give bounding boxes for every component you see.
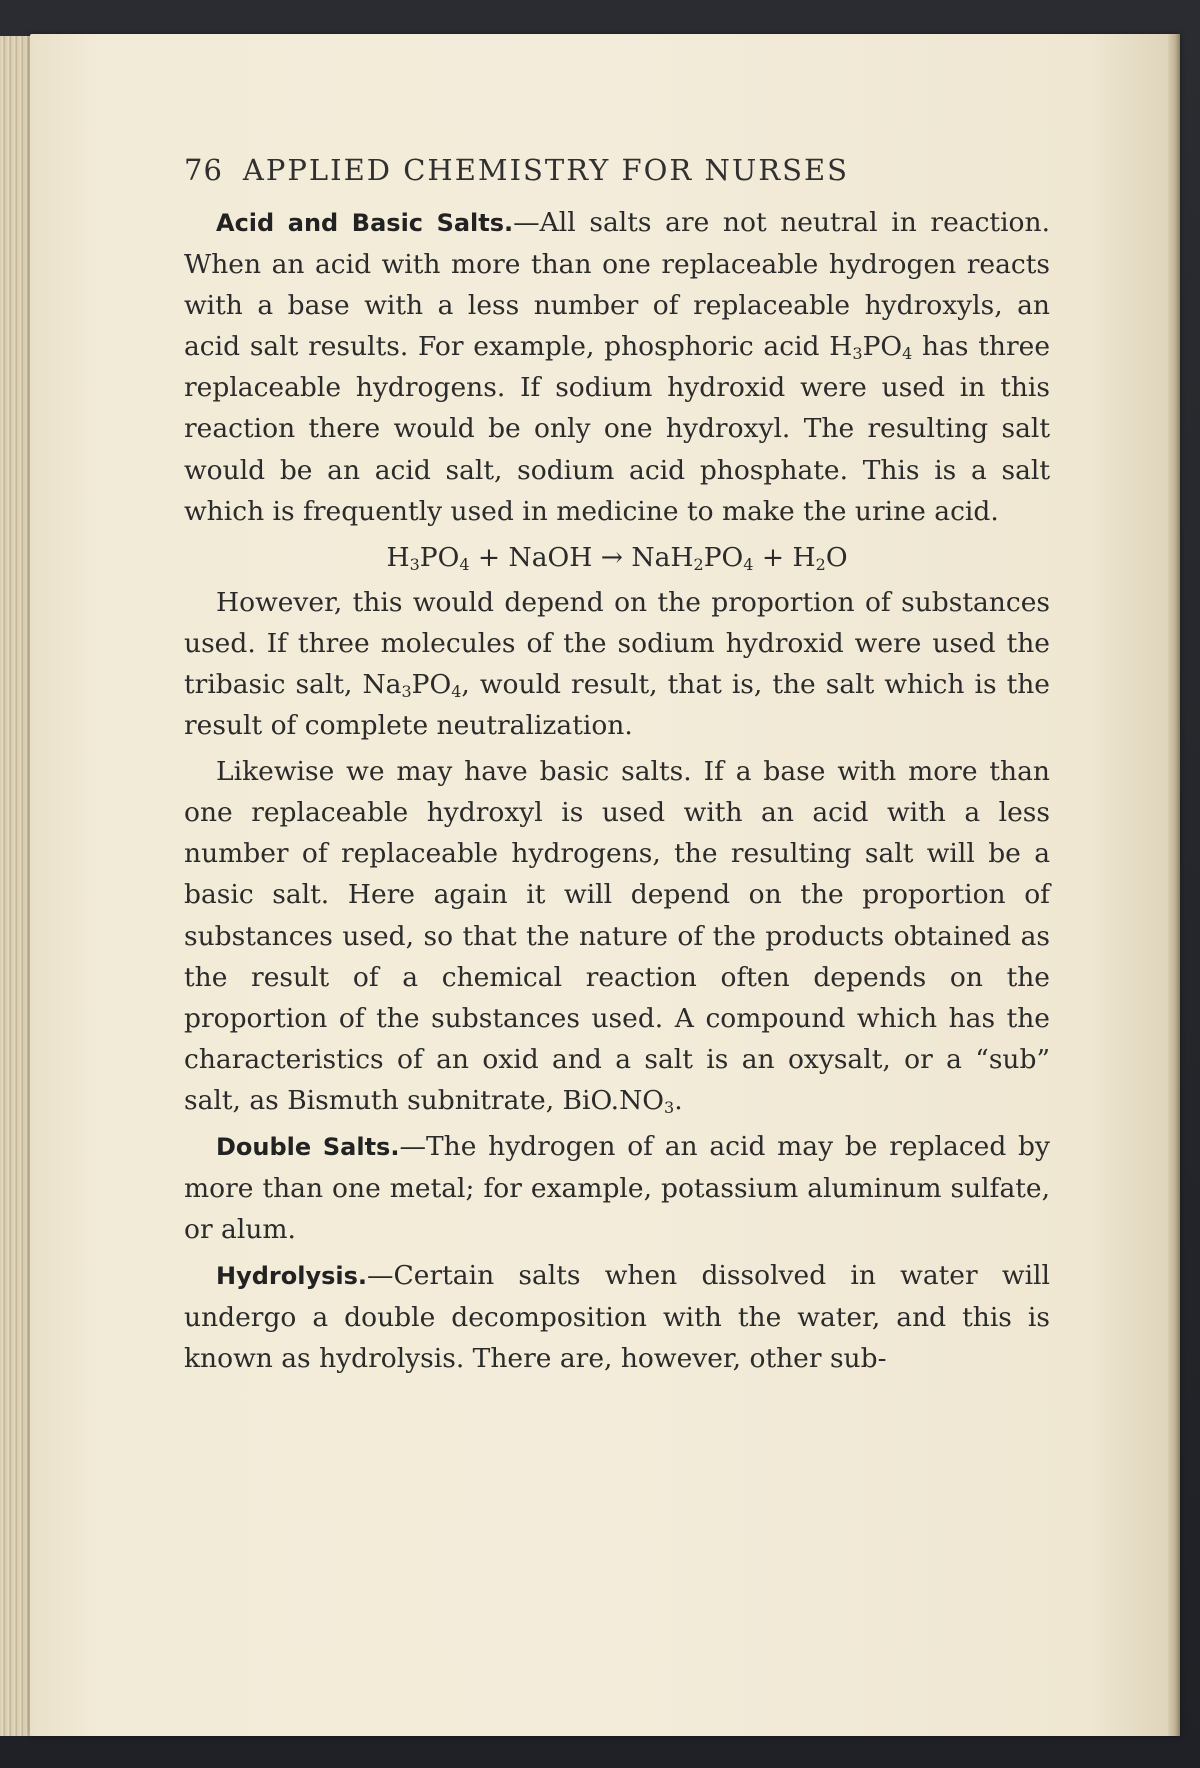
section-heading-hydrolysis: Hydrolysis.: [216, 1262, 368, 1291]
chemical-equation: $H_3PO_4$ + NaOH → $NaH_2PO_4 + H_2O$: [386, 541, 848, 574]
paragraph-proportion: However, this would depend on the proportion of substances used. If three molecules of the sodium hydroxid were used the tribasic salt, $Na_3PO_4$, would result, that is, the salt which is the result of complete neutralization.: [184, 586, 1050, 742]
book-title: APPLIED CHEMISTRY FOR NURSES: [242, 153, 850, 187]
page-gutter-shadow: [1168, 34, 1180, 1736]
page-content: [184, 120, 1050, 1380]
section-heading-double-salts: Double Salts.: [216, 1132, 400, 1161]
section-heading-acid-basic-salts: Acid and Basic Salts.: [216, 209, 514, 237]
paragraph-acid-basic-salts: Acid and Basic Salts.—All salts are not neutral in reaction. When an acid with more than one replaceable hydrogen reacts with a base with a less number of replaceable hydroxyls, an acid salt results. For example, phosphoric acid $H_3PO_4$ has three replaceable hydrogens. If sodium hydroxid were used in this reaction there would be only one hydroxyl. The resulting salt would be an acid salt, sodium acid phosphate. This is a salt which is frequently used in medicine to make the urine acid.: [184, 207, 1051, 527]
paragraph-basic-salts: Likewise we may have basic salts. If a base with more than one replaceable hydroxyl is used with an acid with a less number of replaceable hydrogens, the resulting salt will be a basic salt. Here again it will depend on the proportion of substances used, so that the nature of the products obtained as the result of a chemical reaction often depends on the proportion of the substances used. A compound which has the characteristics of an oxid and a salt is an oxysalt, or a “sub” salt, as Bismuth subnitrate, $BiO.NO_3$.: [184, 756, 1050, 1117]
paragraph-hydrolysis: Hydrolysis.—Certain salts when dissolved in water will undergo a double decomposition with the water, and this is known as hydrolysis. There are, however, other sub-: [184, 1260, 1050, 1375]
running-head: [184, 152, 1050, 188]
body-text: [184, 202, 1050, 1380]
paragraph-double-salts: Double Salts.—The hydrogen of an acid may be replaced by more than one metal; for example, potassium aluminum sulfate, or alum.: [184, 1130, 1050, 1246]
page-number: 76: [184, 153, 223, 187]
